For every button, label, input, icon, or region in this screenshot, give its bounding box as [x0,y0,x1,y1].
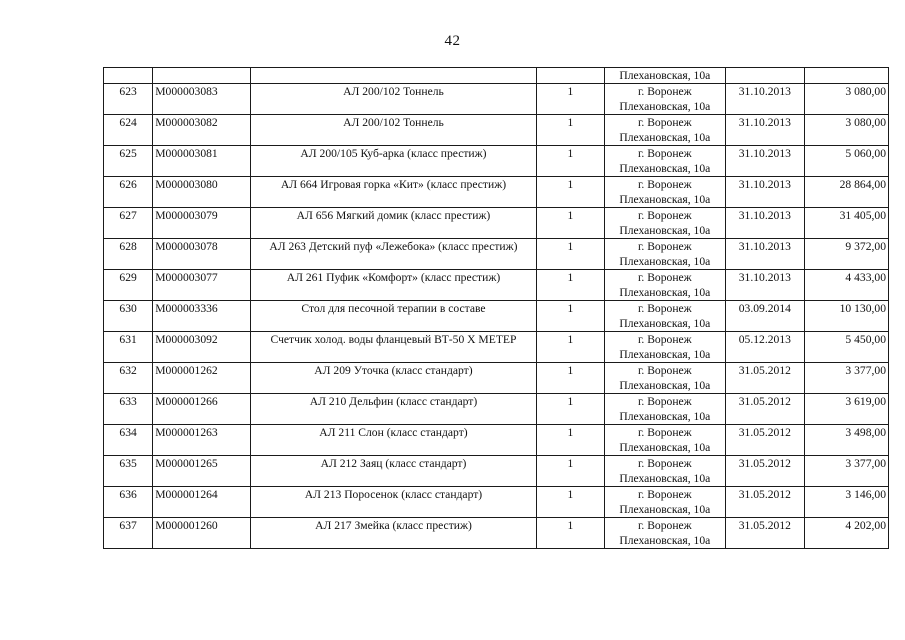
address-city: г. Воронеж [637,240,692,253]
cell-date: 31.05.2012 [726,487,804,518]
cell-address [604,270,726,301]
address-street: Плехановская, 10а [619,131,711,144]
table-row [104,518,889,549]
cell-name: АЛ 212 Заяц (класс стандарт) [250,456,536,487]
cell-date: 31.05.2012 [726,456,804,487]
table-row [104,270,889,301]
cell-sum: 3 619,00 [804,394,888,425]
cell-address [604,518,726,549]
address-street: Плехановская, 10а [619,441,711,454]
address-street: Плехановская, 10а [619,317,711,330]
address-city: г. Воронеж [637,364,692,377]
cell-name: АЛ 263 Детский пуф «Лежебока» (класс престиж) [250,239,536,270]
cell-sum: 3 080,00 [804,115,888,146]
cell-code: М000003082 [153,115,250,146]
address-street: Плехановская, 10а [619,193,711,206]
cell-num: 629 [104,270,153,301]
address-city: г. Воронеж [637,271,692,284]
address-city: г. Воронеж [637,85,692,98]
cell-qty: 1 [537,177,604,208]
address-city: г. Воронеж [637,116,692,129]
address-street: Плехановская, 10а [619,379,711,392]
inventory-table [103,67,889,549]
table-row [104,239,889,270]
cell-name: Счетчик холод. воды фланцевый ВТ-50 Х МЕТЕР [250,332,536,363]
cell-qty: 1 [537,394,604,425]
table-row [104,301,889,332]
cell-num [104,68,153,84]
cell-name: АЛ 217 Змейка (класс престиж) [250,518,536,549]
cell-qty: 1 [537,270,604,301]
cell-code: М000001263 [153,425,250,456]
cell-code: М000003336 [153,301,250,332]
cell-num: 627 [104,208,153,239]
cell-date: 31.05.2012 [726,425,804,456]
cell-address [604,68,726,84]
address-street: Плехановская, 10а [619,286,711,299]
address-city: г. Воронеж [637,178,692,191]
address-street: Плехановская, 10а [619,224,711,237]
table-row [104,456,889,487]
cell-name: АЛ 261 Пуфик «Комфорт» (класс престиж) [250,270,536,301]
address-street: Плехановская, 10а [619,162,711,175]
cell-num: 634 [104,425,153,456]
cell-sum: 5 450,00 [804,332,888,363]
address-city: г. Воронеж [637,395,692,408]
cell-code: М000001265 [153,456,250,487]
cell-qty: 1 [537,208,604,239]
cell-name: АЛ 213 Поросенок (класс стандарт) [250,487,536,518]
cell-code: М000001264 [153,487,250,518]
cell-qty: 1 [537,456,604,487]
cell-sum: 28 864,00 [804,177,888,208]
cell-sum [804,68,888,84]
cell-code: М000001260 [153,518,250,549]
cell-qty: 1 [537,115,604,146]
cell-num: 637 [104,518,153,549]
continuation-row [104,68,889,84]
cell-code: М000003080 [153,177,250,208]
cell-code: М000003092 [153,332,250,363]
address-city: г. Воронеж [637,426,692,439]
cell-sum: 31 405,00 [804,208,888,239]
cell-date [726,68,804,84]
table-row [104,84,889,115]
table-row [104,177,889,208]
cell-sum: 10 130,00 [804,301,888,332]
cell-qty: 1 [537,332,604,363]
cell-date: 31.10.2013 [726,239,804,270]
cell-date: 31.05.2012 [726,363,804,394]
cell-qty: 1 [537,146,604,177]
cell-num: 626 [104,177,153,208]
cell-sum: 5 060,00 [804,146,888,177]
cell-sum: 4 433,00 [804,270,888,301]
cell-name: АЛ 656 Мягкий домик (класс престиж) [250,208,536,239]
address-street: Плехановская, 10а [619,410,711,423]
cell-address [604,456,726,487]
cell-sum: 3 498,00 [804,425,888,456]
cell-sum: 3 146,00 [804,487,888,518]
address-street: Плехановская, 10а [619,348,711,361]
address-street: Плехановская, 10а [619,503,711,516]
cell-date: 31.10.2013 [726,270,804,301]
cell-code: М000003081 [153,146,250,177]
cell-num: 628 [104,239,153,270]
cell-num: 623 [104,84,153,115]
cell-sum: 3 080,00 [804,84,888,115]
cell-num: 633 [104,394,153,425]
cell-address [604,208,726,239]
table-row [104,363,889,394]
cell-name: АЛ 209 Уточка (класс стандарт) [250,363,536,394]
cell-name: Стол для песочной терапии в составе [250,301,536,332]
table-row [104,115,889,146]
address-street: Плехановская, 10а [619,472,711,485]
cell-date: 05.12.2013 [726,332,804,363]
cell-qty: 1 [537,84,604,115]
cell-date: 31.05.2012 [726,394,804,425]
cell-date: 31.10.2013 [726,177,804,208]
cell-sum: 9 372,00 [804,239,888,270]
table-row [104,146,889,177]
cell-date: 31.10.2013 [726,115,804,146]
address-street: Плехановская, 10а [619,255,711,268]
address-city: г. Воронеж [637,519,692,532]
cell-qty: 1 [537,487,604,518]
cell-qty: 1 [537,425,604,456]
cell-address [604,363,726,394]
cell-address [604,332,726,363]
cell-code [153,68,250,84]
cell-qty [537,68,604,84]
cell-name: АЛ 200/102 Тоннель [250,115,536,146]
cell-num: 625 [104,146,153,177]
cell-qty: 1 [537,301,604,332]
table-row [104,332,889,363]
cell-qty: 1 [537,239,604,270]
cell-code: М000001262 [153,363,250,394]
address-street: Плехановская, 10а [619,100,711,113]
cell-date: 03.09.2014 [726,301,804,332]
address-street: Плехановская, 10а [619,534,711,547]
cell-address [604,487,726,518]
cell-address [604,301,726,332]
cell-num: 632 [104,363,153,394]
cell-code: М000003078 [153,239,250,270]
cell-code: М000001266 [153,394,250,425]
cell-sum: 4 202,00 [804,518,888,549]
cell-qty: 1 [537,363,604,394]
address-city: г. Воронеж [637,302,692,315]
cell-name: АЛ 664 Игровая горка «Кит» (класс престиж) [250,177,536,208]
cell-date: 31.10.2013 [726,84,804,115]
cell-name: АЛ 210 Дельфин (класс стандарт) [250,394,536,425]
cell-address [604,425,726,456]
page-number: 42 [444,33,461,49]
cell-address [604,177,726,208]
cell-code: М000003079 [153,208,250,239]
cell-address [604,146,726,177]
cell-name: АЛ 200/102 Тоннель [250,84,536,115]
cell-qty: 1 [537,518,604,549]
cell-name: АЛ 211 Слон (класс стандарт) [250,425,536,456]
cell-sum: 3 377,00 [804,456,888,487]
address-city: г. Воронеж [637,488,692,501]
address-city: г. Воронеж [637,209,692,222]
table-row [104,394,889,425]
cell-num: 635 [104,456,153,487]
table-row [104,487,889,518]
cell-address [604,239,726,270]
cell-num: 624 [104,115,153,146]
cell-name: АЛ 200/105 Куб-арка (класс престиж) [250,146,536,177]
cell-name [250,68,536,84]
cell-date: 31.05.2012 [726,518,804,549]
cell-num: 631 [104,332,153,363]
address-city: г. Воронеж [637,333,692,346]
cell-address [604,84,726,115]
table-row [104,425,889,456]
cell-address [604,115,726,146]
cell-code: М000003083 [153,84,250,115]
cell-date: 31.10.2013 [726,146,804,177]
cell-num: 630 [104,301,153,332]
table-row [104,208,889,239]
address-city: г. Воронеж [637,457,692,470]
cell-code: М000003077 [153,270,250,301]
cell-sum: 3 377,00 [804,363,888,394]
cell-num: 636 [104,487,153,518]
cell-date: 31.10.2013 [726,208,804,239]
address-city: г. Воронеж [637,147,692,160]
address-street: Плехановская, 10а [619,69,711,82]
cell-address [604,394,726,425]
inventory-table-body [104,68,889,549]
